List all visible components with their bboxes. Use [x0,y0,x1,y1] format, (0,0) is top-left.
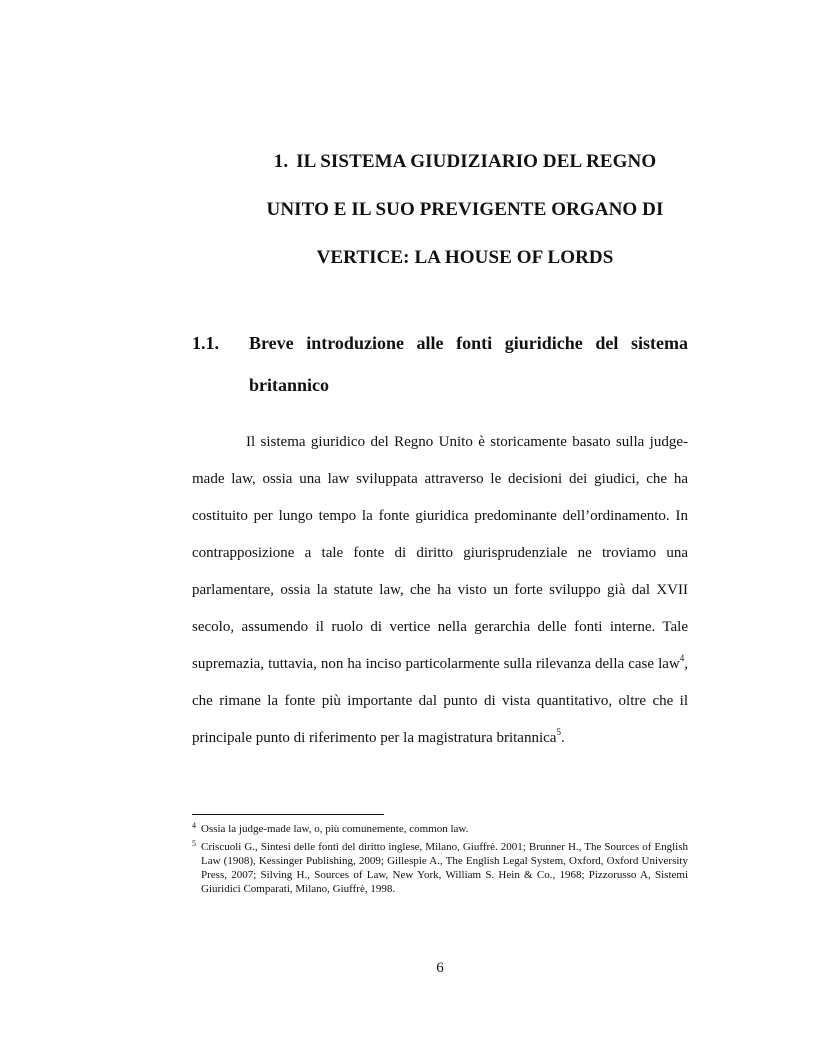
footnote-mark: 4 [192,821,196,830]
chapter-title [230,138,700,282]
section-heading [192,322,688,406]
footnote-mark: 5 [192,839,196,848]
section-title [249,322,688,406]
chapter-title-line-3: VERTICE: LA HOUSE OF LORDS [316,247,614,268]
chapter-title-line-1 [230,138,700,186]
footnote-separator [192,814,384,815]
section-title-line-2: britannico [249,375,330,395]
footnote-4 [192,822,688,836]
section-number: 1.1. [192,333,219,353]
chapter-number: 1. [273,151,289,172]
paragraph-part-3: . [560,730,565,746]
footnote-text: Criscuoli G., Sintesi delle fonti del diritto inglese, Milano, Giuffrè. 2001; Brunner H., The Sources of English Law (1908), Kessinger Publishing, 2009; Gillespie A., The English Legal System, Oxford, Oxford University Press, 2007; Silving H., Sources of Law, New York, William S. Hein & Co., 1968; Pizzorusso A, Sistemi Giuridici Comparati, Milano, Giuffrè, 1998. [201,841,688,895]
footnote-ref-4[interactable]: 4 [679,653,685,663]
body-text [192,424,688,757]
footnote-ref-5[interactable]: 5 [556,727,561,737]
paragraph-part-2: , che rimane la fonte più importante dal punto di vista quantitativo, oltre che il principale punto di riferimento per la magistratura britannica [192,656,688,746]
chapter-title-line-2: UNITO E IL SUO PREVIGENTE ORGANO DI [266,199,664,220]
footnote-5 [192,840,688,896]
chapter-title-text-1: IL SISTEMA GIUDIZIARIO DEL REGNO [296,151,657,172]
footnote-text: Ossia la judge-made law, o, più comunemente, common law. [201,823,469,835]
page-number: 6 [436,960,444,976]
section-title-line-1: Breve introduzione alle fonti giuridiche del sistema [249,333,688,353]
paragraph-part-1: Il sistema giuridico del Regno Unito è storicamente basato sulla judge-made law, ossia una law sviluppata attraverso le decisioni dei giudici, che ha costituito per lungo tempo la fonte giuridica predominante dell’ordinamento. In contrapposizione a tale fonte di diritto giurisprudenziale ne troviamo una parlamentare, ossia la statute law, che ha visto un forte sviluppo già dal XVII secolo, assumendo il ruolo di vertice nella gerarchia delle fonti interne. Tale supremazia, tuttavia, non ha inciso particolarmente sulla rilevanza della case law [192,434,688,672]
paragraph [192,424,688,757]
footnotes [192,822,688,900]
